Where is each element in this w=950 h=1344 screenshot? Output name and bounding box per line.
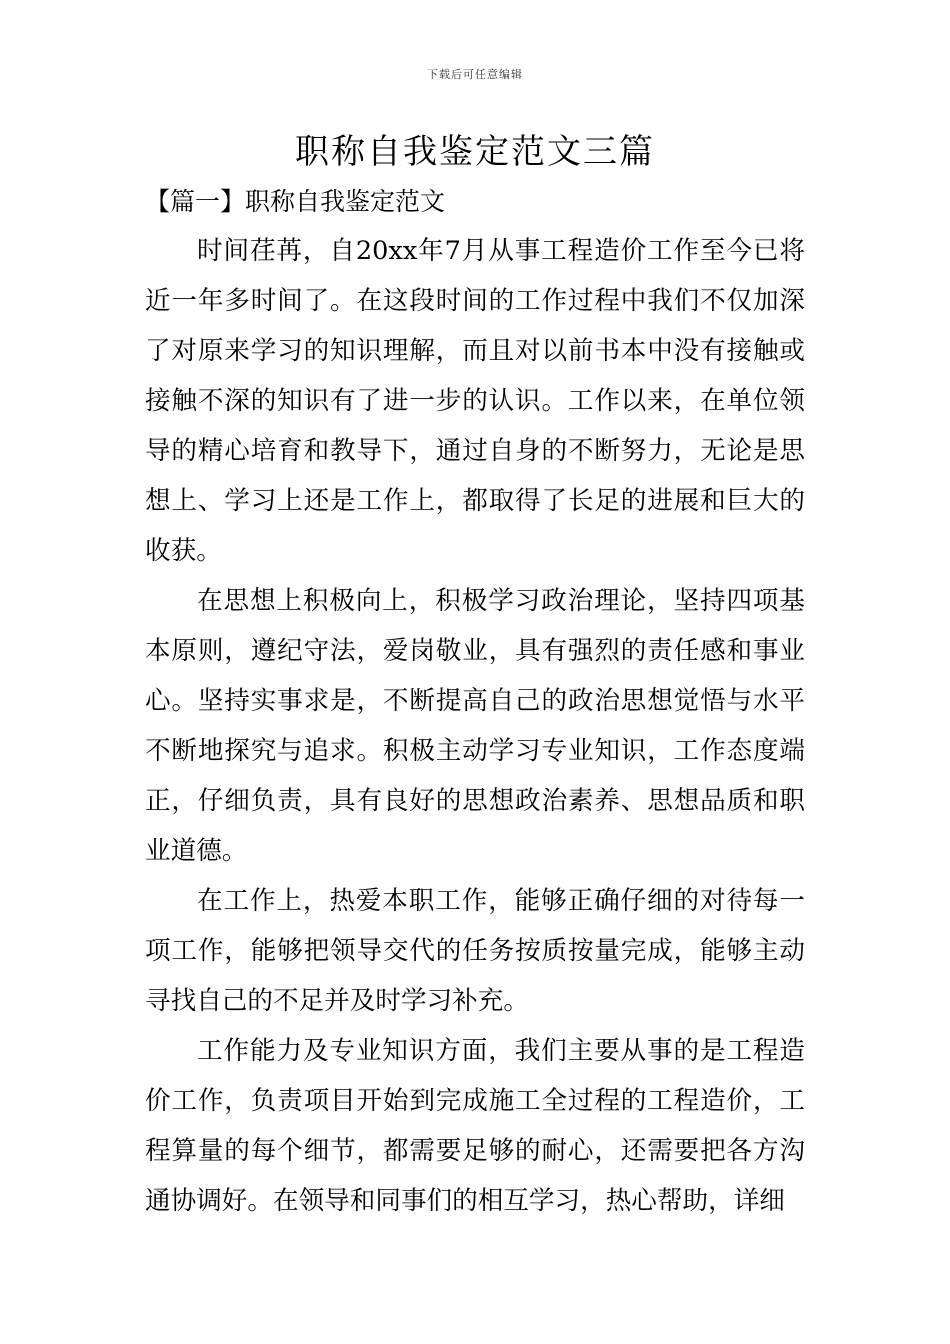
paragraph-3: 在工作上，热爱本职工作，能够正确仔细的对待每一项工作，能够把领导交代的任务按质按量完成，能够主动寻找自己的不足并及时学习补充。	[145, 886, 805, 1016]
section-heading: 【篇一】职称自我鉴定范文	[145, 187, 446, 216]
document-title: 职称自我鉴定范文三篇	[295, 132, 655, 172]
paragraph-1: 时间荏苒，自20xx年7月从事工程造价工作至今已将近一年多时间了。在这段时间的工作过程中我们不仅加深了对原来学习的知识理解，而且对以前书本中没有接触或接触不深的知识有了进一步的认识。工作以来，在单位领导的精心培育和教导下，通过自身的不断努力，无论是思想上、学习上还是工作上，都取得了长足的进展和巨大的收获。	[145, 236, 805, 566]
header-note: 下载后可任意编辑	[427, 68, 523, 81]
paragraph-4: 工作能力及专业知识方面，我们主要从事的是工程造价工作，负责项目开始到完成施工全过程的工程造价，工程算量的每个细节，都需要足够的耐心，还需要把各方沟通协调好。在领导和同事们的相互学习，热心帮助，详细	[145, 1036, 805, 1216]
paragraph-2: 在思想上积极向上，积极学习政治理论，坚持四项基本原则，遵纪守法，爱岗敬业，具有强烈的责任感和事业心。坚持实事求是，不断提高自己的政治思想觉悟与水平不断地探究与追求。积极主动学习专业知识，工作态度端正，仔细负责，具有良好的思想政治素养、思想品质和职业道德。	[145, 586, 805, 866]
body-text	[145, 226, 805, 1226]
